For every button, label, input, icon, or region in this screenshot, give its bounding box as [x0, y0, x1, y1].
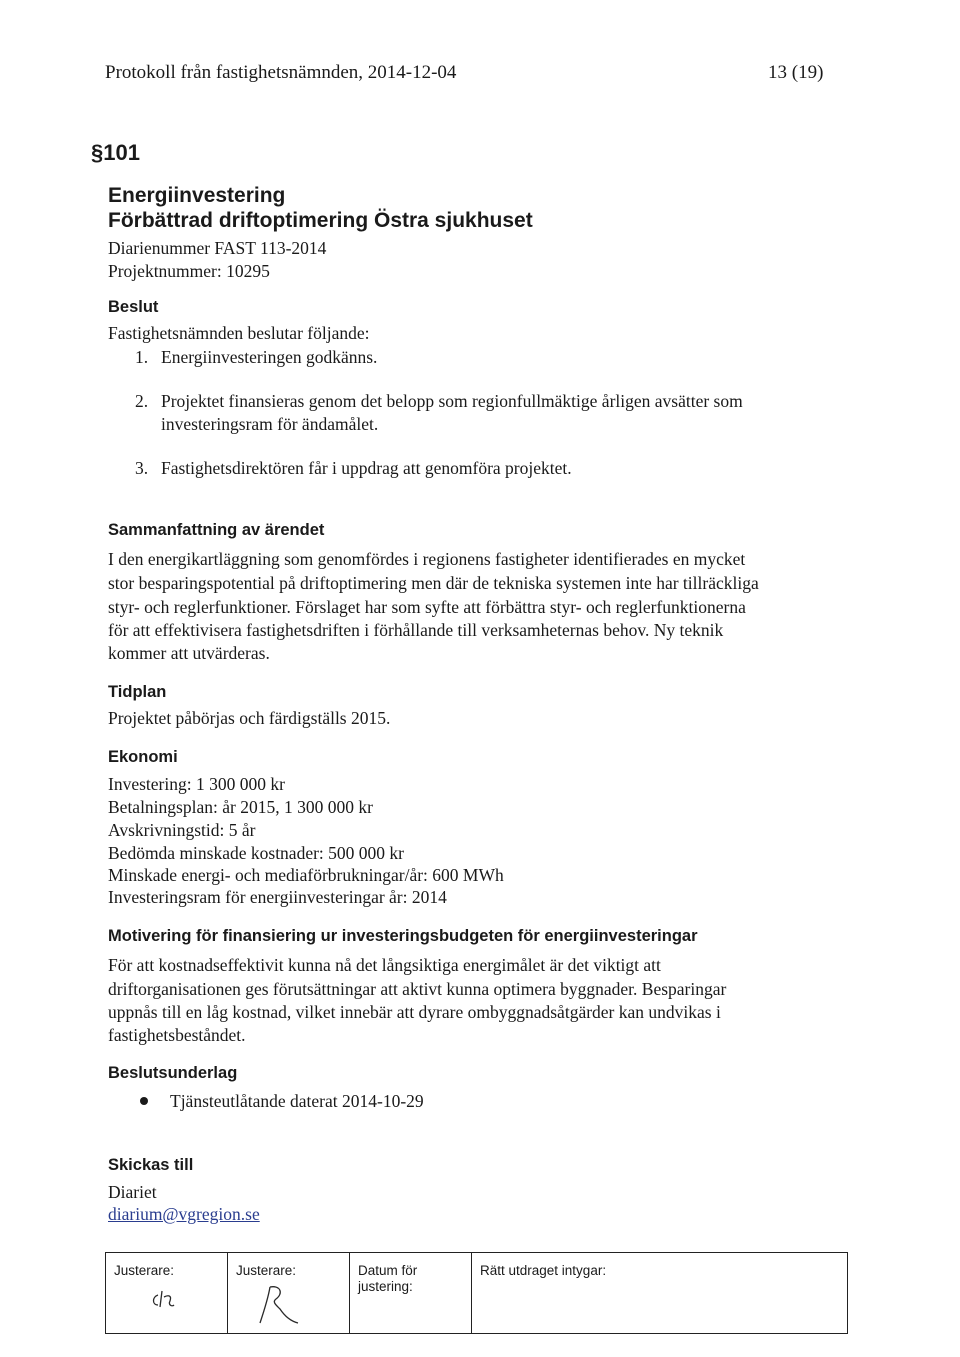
beslut-intro: Fastighetsnämnden beslutar följande: [108, 323, 370, 343]
paragraph-line: driftorganisationen ges förutsättningar att aktivt kunna optimera byggnader. Besparingar [108, 979, 727, 999]
running-header-title: Protokoll från fastighetsnämnden, 2014-12-04 [105, 62, 457, 83]
signature-cell-label: Justerare: [114, 1263, 175, 1278]
document-title: Energiinvestering [108, 184, 286, 207]
page-number: 13 (19) [768, 62, 824, 83]
beslut-heading: Beslut [108, 298, 159, 316]
signature-table [105, 1252, 848, 1334]
paragraph-line: stor besparingspotential på driftoptimering men där de tekniska systemen inte har tillräckliga [108, 573, 759, 593]
paragraph-line: för att effektivisera fastighetsdriften i förhållande till verksamheternas behov. Ny teknik [108, 620, 724, 640]
ekonomi-line: Investeringsram för energiinvesteringar år: 2014 [108, 887, 447, 907]
tidplan-text: Projektet påbörjas och färdigställs 2015. [108, 708, 391, 728]
diarienummer: Diarienummer FAST 113-2014 [108, 238, 327, 258]
paragraph-line: kommer att utvärderas. [108, 643, 270, 663]
projektnummer: Projektnummer: 10295 [108, 261, 270, 281]
ekonomi-line: Betalningsplan: år 2015, 1 300 000 kr [108, 797, 373, 817]
email-link[interactable]: diarium@vgregion.se [108, 1204, 260, 1224]
list-text: Fastighetsdirektören får i uppdrag att genomföra projektet. [161, 458, 572, 478]
list-number: 3. [135, 458, 149, 478]
list-item-text: Tjänsteutlåtande daterat 2014-10-29 [170, 1091, 424, 1111]
signature-cell-label: Justerare: [236, 1263, 297, 1278]
signature-cell-label: Rätt utdraget intygar: [480, 1263, 607, 1278]
signature-cell [228, 1253, 350, 1333]
list-text-continued: investeringsram för ändamålet. [161, 414, 379, 434]
list-number: 1. [135, 347, 149, 367]
paragraph-line: styr- och reglerfunktioner. Förslaget har som syfte att förbättra styr- och reglerfunktionerna [108, 597, 746, 617]
list-item [140, 1090, 424, 1113]
signature-cell-label: Datum för justering: [358, 1263, 418, 1294]
ekonomi-line: Avskrivningstid: 5 år [108, 820, 256, 840]
initials-signature-icon [146, 1285, 186, 1315]
ekonomi-line: Investering: 1 300 000 kr [108, 774, 285, 794]
skickas-heading: Skickas till [108, 1156, 194, 1174]
beslut-item [135, 457, 572, 480]
signature-cell [106, 1253, 228, 1333]
list-text: Projektet finansieras genom det belopp som regionfullmäktige årligen avsätter som [161, 391, 743, 411]
tidplan-heading: Tidplan [108, 683, 167, 701]
list-text: Energiinvesteringen godkänns. [161, 347, 378, 367]
beslutsunderlag-heading: Beslutsunderlag [108, 1064, 238, 1082]
ekonomi-heading: Ekonomi [108, 748, 178, 766]
signature-cell [472, 1253, 847, 1333]
initials-signature-icon [250, 1279, 310, 1329]
document-subtitle: Förbättrad driftoptimering Östra sjukhuset [108, 209, 533, 232]
paragraph-line: I den energikartläggning som genomfördes i regionens fastigheter identifierades en mycket [108, 549, 746, 569]
bullet-icon [140, 1097, 148, 1105]
beslut-item [135, 346, 377, 369]
ekonomi-line: Minskade energi- och mediaförbrukningar/år: 600 MWh [108, 865, 504, 885]
motivering-heading: Motivering för finansiering ur investeringsbudgeten för energiinvesteringar [108, 927, 698, 945]
beslut-item [135, 390, 743, 413]
list-number: 2. [135, 391, 149, 411]
recipient: Diariet [108, 1182, 157, 1202]
signature-cell [350, 1253, 472, 1333]
section-number: §101 [91, 140, 140, 165]
paragraph-line: uppnås till en låg kostnad, vilket innebär att dyrare ombyggnadsåtgärder kan undvikas i [108, 1002, 721, 1022]
ekonomi-line: Bedömda minskade kostnader: 500 000 kr [108, 843, 404, 863]
sammanfattning-heading: Sammanfattning av ärendet [108, 521, 325, 539]
paragraph-line: fastighetsbeståndet. [108, 1025, 246, 1045]
paragraph-line: För att kostnadseffektivit kunna nå det långsiktiga energimålet är det viktigt att [108, 955, 661, 975]
